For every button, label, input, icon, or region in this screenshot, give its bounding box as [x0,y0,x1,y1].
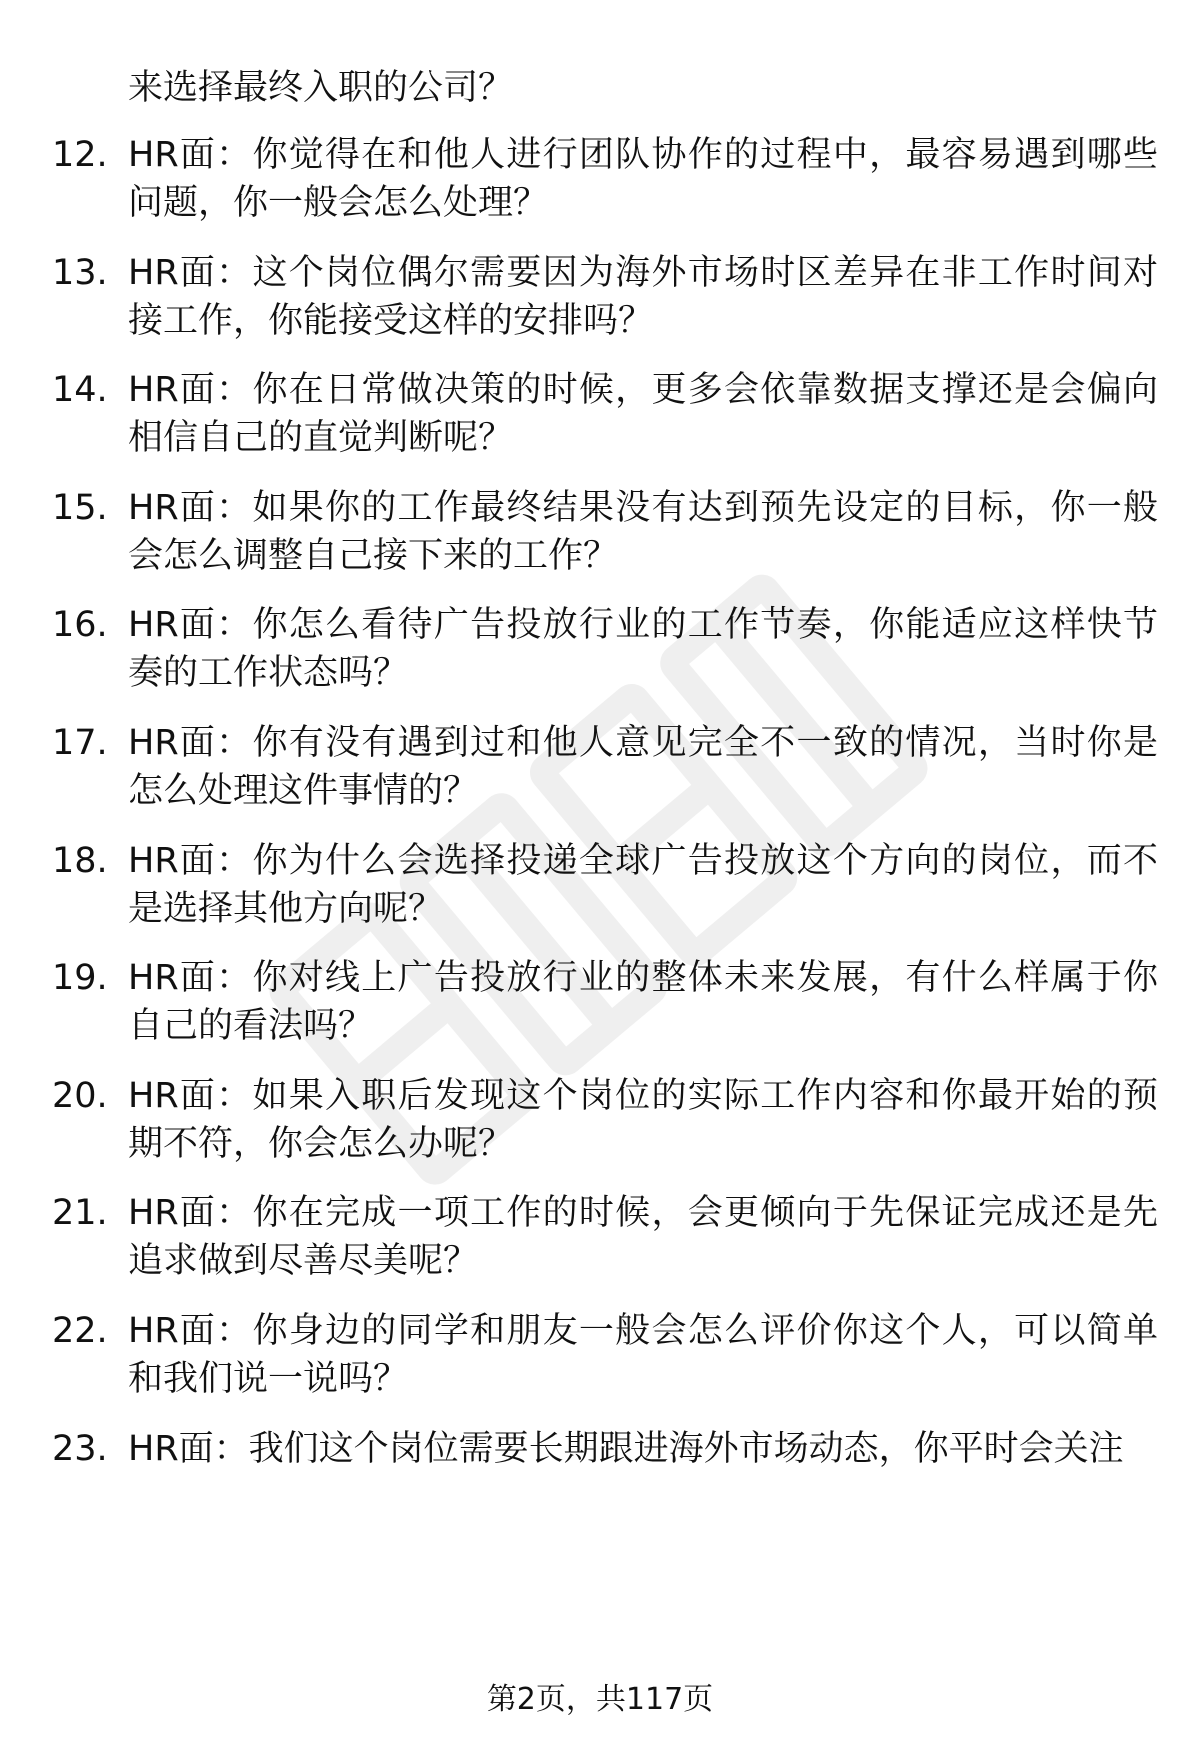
question-item [0,837,1200,937]
question-item [0,1425,1200,1525]
question-number: 18. [52,841,108,881]
question-text: HR面：如果你的工作最终结果没有达到预先设定的目标，你一般会怎么调整自己接下来的工作？ [128,488,1158,576]
question-text: HR面：你在日常做决策的时候，更多会依靠数据支撑还是会偏向相信自己的直觉判断呢？ [128,370,1158,458]
question-item [0,601,1200,701]
question-text: HR面：你有没有遇到过和他人意见完全不一致的情况，当时你是怎么处理这件事情的？ [128,723,1158,811]
question-number: 21. [52,1193,108,1233]
question-item [0,484,1200,584]
question-number: 15. [52,488,108,528]
question-text: HR面：你对线上广告投放行业的整体未来发展，有什么样属于你自己的看法吗？ [128,958,1158,1046]
question-number: 20. [52,1076,108,1116]
question-item [0,131,1200,231]
question-number: 22. [52,1311,108,1351]
page-footer: 第2页，共117页 [486,1682,714,1717]
question-text: HR面：你觉得在和他人进行团队协作的过程中，最容易遇到哪些问题，你一般会怎么处理？ [128,135,1158,223]
question-number: 12. [52,135,108,175]
question-item [0,366,1200,466]
question-item [0,1307,1200,1407]
question-text: HR面：你怎么看待广告投放行业的工作节奏，你能适应这样快节奏的工作状态吗？ [128,605,1158,693]
question-text: HR面：你在完成一项工作的时候，会更倾向于先保证完成还是先追求做到尽善尽美呢？ [128,1193,1158,1281]
question-number: 17. [52,723,108,763]
question-text: HR面：我们这个岗位需要长期跟进海外市场动态，你平时会关注 [128,1429,1124,1469]
question-number: 23. [52,1429,108,1469]
question-number: 16. [52,605,108,645]
question-item [0,1189,1200,1289]
question-text: HR面：如果入职后发现这个岗位的实际工作内容和你最开始的预期不符，你会怎么办呢？ [128,1076,1158,1164]
question-text: HR面：你为什么会选择投递全球广告投放这个方向的岗位，而不是选择其他方向呢？ [128,841,1158,929]
question-text: HR面：你身边的同学和朋友一般会怎么评价你这个人，可以简单和我们说一说吗？ [128,1311,1158,1399]
continuation-line: 来选择最终入职的公司？ [128,68,514,108]
question-item [0,954,1200,1054]
question-number: 19. [52,958,108,998]
question-item [0,1072,1200,1172]
question-number: 14. [52,370,108,410]
question-text: HR面：这个岗位偶尔需要因为海外市场时区差异在非工作时间对接工作，你能接受这样的安排吗？ [128,253,1158,341]
question-item [0,719,1200,819]
question-item [0,249,1200,349]
question-number: 13. [52,253,108,293]
